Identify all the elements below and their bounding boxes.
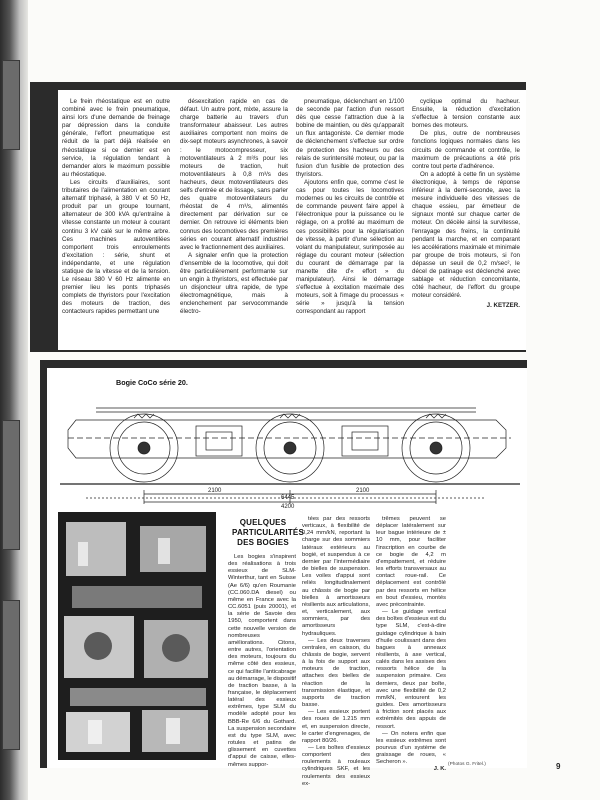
article-column-2 [180,98,288,317]
axle-left [138,442,150,454]
motor-detail [206,432,232,450]
paragraph: De plus, outre de nombreuses fonctions logiques normales dans les circuits de commande et contrôle, le maximum de précautions a été pris contre tout perte d'adhérence. [412,130,520,170]
paragraph: Ajoutons enfin que, comme c'est le cas pour toutes les locomotives modernes ou les circuits de contrôle et de commande peuvent faire appel à l'électronique pour la puissance ou le réglage, on a profité au maximum de ces possibilités pour la régularisation de vitesse, à partir d'une sélection au volant du manipulateur, surimposée au réglage du courant moteur (sélection du courant de démarrage par la manette dite d'« effort » du manipulateur). Ainsi le démarrage s'effectue à excitation maximale des moteurs, soit à l'image du processus « série » jusqu'à la tension correspondant au rapport [296,178,404,316]
paragraph: A signaler enfin que la protection d'ensemble de la locomotive, qui doit être particulièrement performante sur un engin à thyristors, est effectuée par un disjoncteur ultra rapide, de type électromagnétique, mais à enclenchement par servocommande électro- [180,251,288,316]
bogie-drawing-svg [56,378,524,508]
paragraph: trêmes peuvent se déplacer latéralement sur leur bague intérieure de ± 10 mm, pour faciliter l'inscription en courbe de ce bogie de 4,2 m d'empattement, et réduire les efforts transversaux au contact roue-rail. Ce déplacement est contrôlé par des ressorts en hélice en bout d'essieu, montés avec précontrainte. [376,516,446,608]
page-number: 9 [556,762,561,771]
heading-line: QUELQUES [239,518,287,527]
heading-line: PARTICULARITÉS [232,528,304,537]
sidebar-column-2 [302,516,370,788]
article-column-3 [296,98,404,317]
bogie-technical-drawing [56,378,524,508]
paragraph: Le frein rhéostatique est en outre combiné avec le frein pneumatique, ainsi lors d'une demande de freinage par dépression dans la conduite générale, l'effort pneumatique est réduit de la part déjà réalisée en rhéostatique si ce dernier est en service, la régulation tendant à demander alors le maximum possible au rhéostatique. [62,98,170,178]
dimension-label: 4200 [281,504,295,508]
paragraph: cyclique optimal du hacheur. Ensuite, la réduction d'excitation s'effectue à tension constante aux bornes des moteurs. [412,98,520,130]
article-continuation [58,90,526,350]
bogie-photograph [58,512,216,760]
dimension-label: 6445 [281,495,295,501]
traction-motor [196,426,242,456]
drawing-title: Bogie CoCo série 20. [116,378,188,387]
sidebar-column-3 [376,516,446,774]
binding-gutter [0,0,28,800]
photo-credit: (Photos G. Fritel.) [448,762,486,767]
axle-center [284,442,296,454]
paragraph: On a adopté à cette fin un système électronique, à temps de réponse inférieur à la demi-seconde, avec la mesure individuelle des vitesses de chaque essieu, par émetteur de signaux monté sur chaque carter de moteur. On décèle ainsi la survitesse, l'enrayage des freins, la continuité pendant la marche, et en comparant les accélérations maximale et minimale par groupe de trois moteurs, si l'on dépasse un seuil de 0,2 m/sec², le décel de patinage est déclenché avec sablage et réduction concomitante, côté hacheur, de l'effort du groupe moteur considéré. [412,170,520,300]
traction-motor [342,426,388,456]
paragraph: — On notera enfin que les essieux extrêmes sont pourvus d'un système de graissage de roues, « Secheron ». [376,730,446,766]
paragraph: — Le guidage vertical des boîtes d'essieux est du type SLM, c'est-à-dire guidage cylindrique à bain d'huile coulissant dans des bagues à anneaux résilients, à axe vertical, calés dans les assises des ressorts hélice de la suspension primaire. Ces derniers, deux par boîte, avec une flexibilité de 0,2 mm/kN, entourent les guides. Des amortisseurs à friction sont placés aux extrémités des appuis de ressort. [376,609,446,730]
sidebar-column-1 [228,554,296,769]
sidebar-author: J. K. [433,766,446,773]
paragraph: Les circuits d'auxiliaires, sont tributaires de l'alimentation en courant alternatif triphasé, à 380 V et 50 Hz, produit par un groupe tournant, alternateur de 300 kVA qu'entraîne à vitesse constante un moteur à courant continu 3 kV calé sur le même arbre. Ces machines autoventilées comportent trois enroulements d'excitation : série, shunt et indépendante, et une régulation statique de la vitesse et de la tension. Le réseau 380 V 60 Hz alimente en premier lieu les ponts triphasés complets de thyristors pour l'excitation des moteurs de traction, des contacteurs rapides permettant une [62,178,170,316]
paragraph: désexcitation rapide en cas de défaut. Un autre pont, mixte, assure la charge batterie au travers d'un transformateur abaisseur. Les autres auxiliaires comportent non moins de dix-sept moteurs asynchrones, à savoir : le motocompresseur, six motoventilateurs à 2 m³/s pour les moteurs de traction, huit motoventilateurs à 0,8 m³/s des hacheurs, deux motoventilateurs des selfs d'entrée et de lissage, sans parler des quatre motoventilateurs du rhéostat de 4 m³/s, alimentés directement par dérivation sur ce dernier. On retrouve ici éléments bien connus des locomotives des premières séries en courant alternatif industriel avec le fractionnement des auxiliaires. [180,98,288,251]
paragraph: pneumatique, déclenchant en 1/100 de seconde par l'action d'un ressort dès que cesse l'attraction due à la bobine de maintien, ou dès qu'apparaît un flux antagoniste. Ce dernier mode de déclenchement s'effectue sur ordre de protection des hacheurs ou des relais de surintensité moteur, ou par la fusion d'un fusible de protection des thyristors. [296,98,404,178]
article-column-1 [62,98,170,317]
previous-page-photo-strip [2,60,20,150]
bogie-photo-svg [58,512,216,760]
top-frame-border [30,82,526,90]
paragraph: — Les boîtes d'essieux comportent des roulements à rouleaux cylindriques SKF, et les roulements des essieux ex- [302,745,370,787]
paragraph: — Les essieux portent des roues de 1.215 mm et, en suspension directe, le carter d'engrenages, de rapport 80/26. [302,709,370,744]
motor-detail [352,432,378,450]
article-column-4 [412,98,520,310]
dimension-label: 2100 [356,488,370,494]
article-author: J. KETZER. [486,302,520,310]
heading-line: DES BOGIES [237,538,289,547]
top-frame-left-bar [30,82,58,350]
paragraph: Les bogies s'inspirent des réalisations à trois essieux de SLM-Winterthur, tant en Suisse (Ae 6/6) qu'en Roumanie (CC.060.DA diesel) ou même en France avec la CC.6051 (puis 20001), et la série de Savoie des 1950, comportent dans cette nouvelle version de nombreuses améliorations. Citons, entre autres, l'orientation des moteurs, toujours du même côté des essieux, ce qui facilite l'anticabrage au démarrage, le dispositif de traction basse, à la française, le déplacement latéral des essieux extrêmes, type SLM du modèle adopté pour les BBB-Re 6/6 du Gothard. La suspension secondaire est du type SLM, avec rotules et patins de glissement en cuvettes d'appui de caisse, elles-mêmes suppor- [228,554,296,768]
previous-page-photo-strip [2,420,20,550]
axle-right [430,442,442,454]
paragraph: — Les deux traverses centrales, en caisson, du châssis de bogie, servent à la fois de support aux moteurs de traction, attaches des bielles de réaction de la transmission élastique, et supports de traction basse. [302,637,370,709]
section-heading [232,518,304,548]
paragraph: tées par des ressorts verticaux, à flexibilité de 0,24 mm/kN, reportant la charge sur des sommiers latéraux extérieurs au bogié, et suspendus à ce dernier par l'intermédiaire de bielles de suspension. Les voiles d'appui sont reliés longitudinalement au châssis de bogie par bielles à amortisseurs résilients aux articulations, et, verticalement, aux sommiers, par des amortisseurs hydrauliques. [302,516,370,637]
dimension-label: 2100 [208,488,222,494]
previous-page-photo-strip [2,600,20,750]
